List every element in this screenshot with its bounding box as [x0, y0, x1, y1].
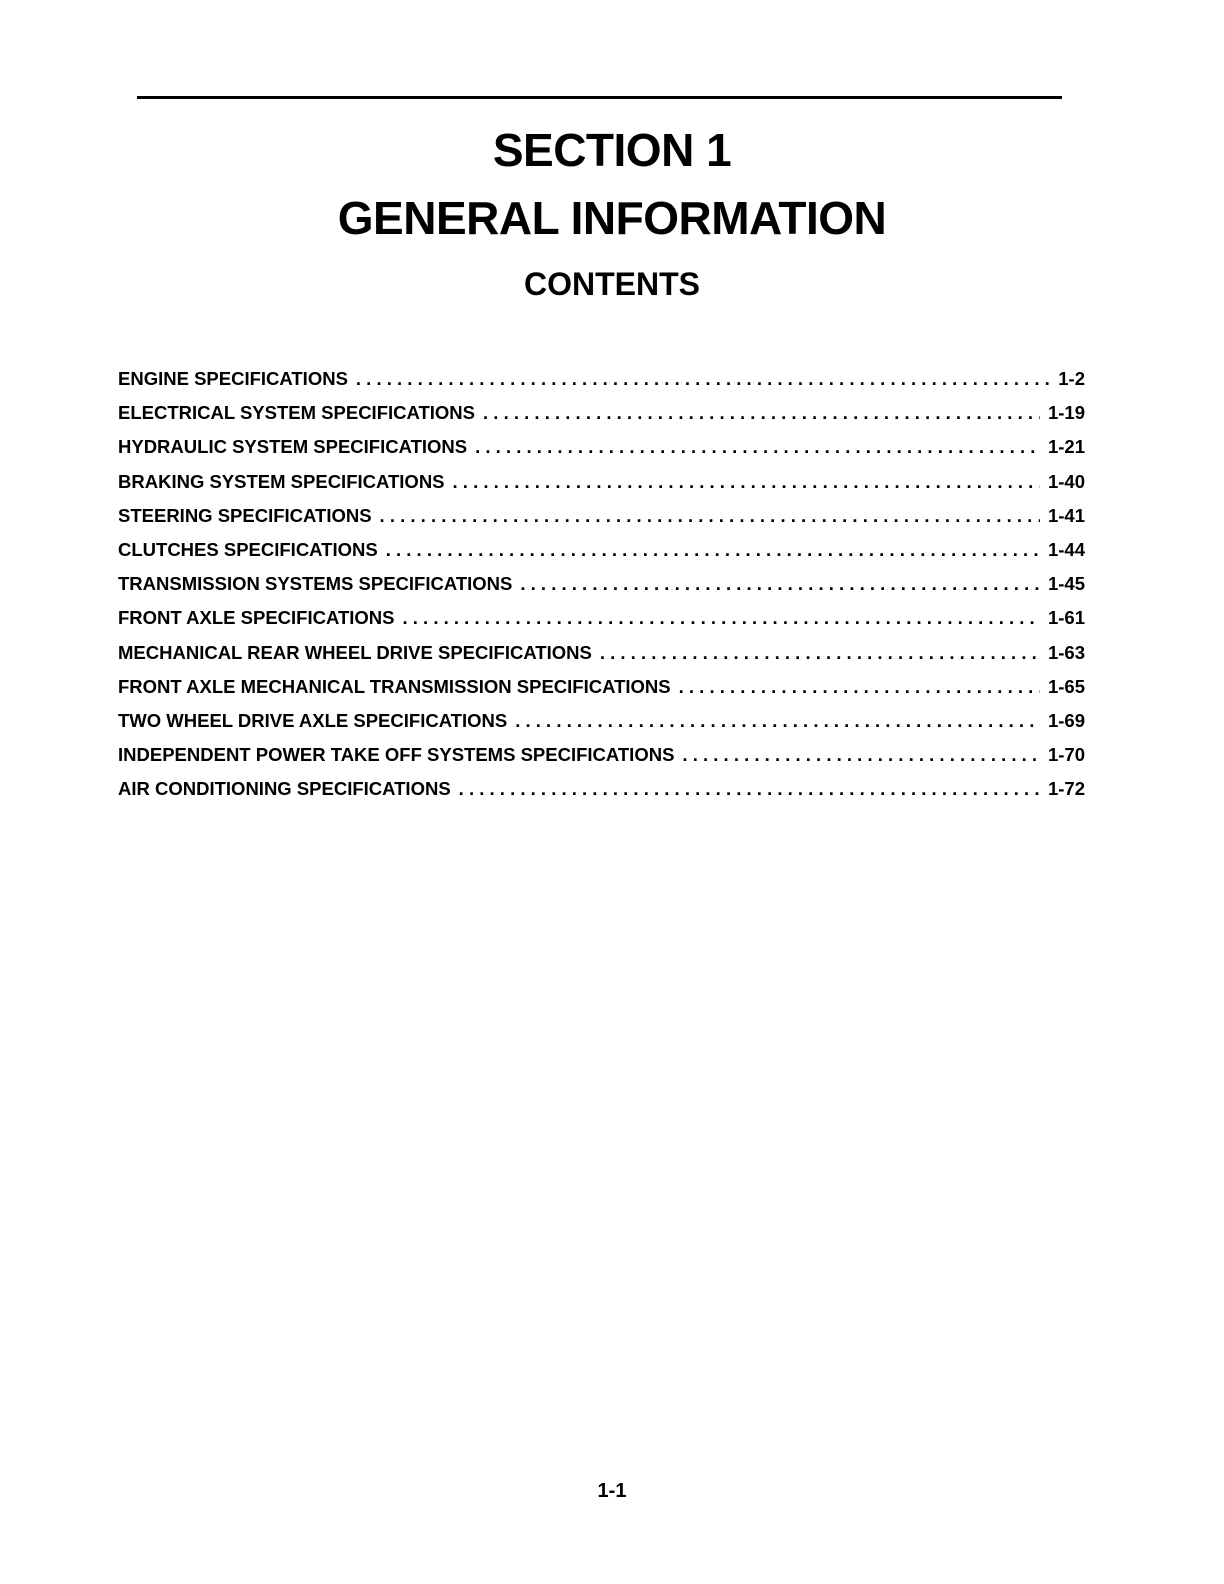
toc-entry[interactable]	[118, 469, 1085, 503]
toc-entry-label: ELECTRICAL SYSTEM SPECIFICATIONS	[118, 402, 476, 424]
section-title: GENERAL INFORMATION	[337, 192, 887, 244]
toc-entry[interactable]	[118, 400, 1085, 434]
toc-entry[interactable]	[118, 674, 1085, 708]
toc-dot-leader	[459, 776, 1040, 802]
contents-heading: CONTENTS	[524, 266, 700, 302]
toc-entry[interactable]	[118, 640, 1085, 674]
toc-entry-page: 1-70	[1047, 744, 1085, 766]
toc-dot-leader	[600, 640, 1040, 666]
toc-entry-label: BRAKING SYSTEM SPECIFICATIONS	[118, 470, 445, 492]
toc-entry[interactable]	[118, 434, 1085, 468]
toc-entry[interactable]	[118, 503, 1085, 537]
toc-entry[interactable]	[118, 708, 1085, 742]
toc-entry-page: 1-41	[1047, 504, 1085, 526]
toc-entry[interactable]	[118, 776, 1085, 810]
section-number-title: SECTION 1	[492, 124, 732, 176]
toc-entry-label: MECHANICAL REAR WHEEL DRIVE SPECIFICATIONS	[118, 641, 592, 663]
toc-entry-label: ENGINE SPECIFICATIONS	[118, 368, 348, 389]
toc-entry[interactable]	[118, 605, 1085, 639]
page-number: 1-1	[597, 1480, 627, 1502]
toc-entry-label: FRONT AXLE MECHANICAL TRANSMISSION SPECIFICATIONS	[118, 675, 671, 697]
toc-entry[interactable]	[118, 537, 1085, 571]
toc-entry-label: AIR CONDITIONING SPECIFICATIONS	[118, 778, 451, 800]
toc-dot-leader	[402, 605, 1039, 631]
toc-entry-page: 1-21	[1047, 436, 1085, 458]
toc-entry-page: 1-44	[1047, 538, 1085, 560]
table-of-contents	[118, 366, 1085, 810]
toc-entry-label: STEERING SPECIFICATIONS	[118, 504, 372, 526]
toc-entry-page: 1-63	[1047, 641, 1085, 663]
toc-entry-page: 1-45	[1047, 573, 1085, 595]
toc-entry-label: TWO WHEEL DRIVE AXLE SPECIFICATIONS	[118, 709, 508, 731]
toc-entry-page: 1-61	[1047, 607, 1085, 629]
toc-entry-label: HYDRAULIC SYSTEM SPECIFICATIONS	[118, 436, 468, 458]
toc-entry-label: FRONT AXLE SPECIFICATIONS	[118, 607, 395, 629]
toc-entry[interactable]	[118, 571, 1085, 605]
toc-entry-page: 1-69	[1047, 709, 1085, 731]
toc-dot-leader	[682, 742, 1040, 768]
toc-entry-page: 1-19	[1047, 402, 1085, 424]
toc-dot-leader	[483, 400, 1040, 426]
toc-entry-label: CLUTCHES SPECIFICATIONS	[118, 538, 378, 560]
top-horizontal-rule	[137, 96, 1062, 99]
toc-dot-leader	[475, 434, 1040, 460]
toc-entry-label: TRANSMISSION SYSTEMS SPECIFICATIONS	[118, 573, 513, 595]
toc-dot-leader	[356, 366, 1050, 392]
toc-entry-page: 1-2	[1058, 368, 1085, 389]
toc-dot-leader	[380, 503, 1040, 529]
toc-entry-page: 1-72	[1047, 778, 1085, 800]
toc-dot-leader	[679, 674, 1040, 700]
toc-dot-leader	[520, 571, 1040, 597]
toc-dot-leader	[386, 537, 1040, 563]
toc-entry-label: INDEPENDENT POWER TAKE OFF SYSTEMS SPECIFICATIONS	[118, 744, 675, 766]
toc-entry[interactable]	[118, 366, 1085, 400]
toc-dot-leader	[453, 469, 1040, 495]
toc-dot-leader	[515, 708, 1040, 734]
toc-entry[interactable]	[118, 742, 1085, 776]
toc-entry-page: 1-40	[1047, 470, 1085, 492]
toc-entry-page: 1-65	[1047, 675, 1085, 697]
